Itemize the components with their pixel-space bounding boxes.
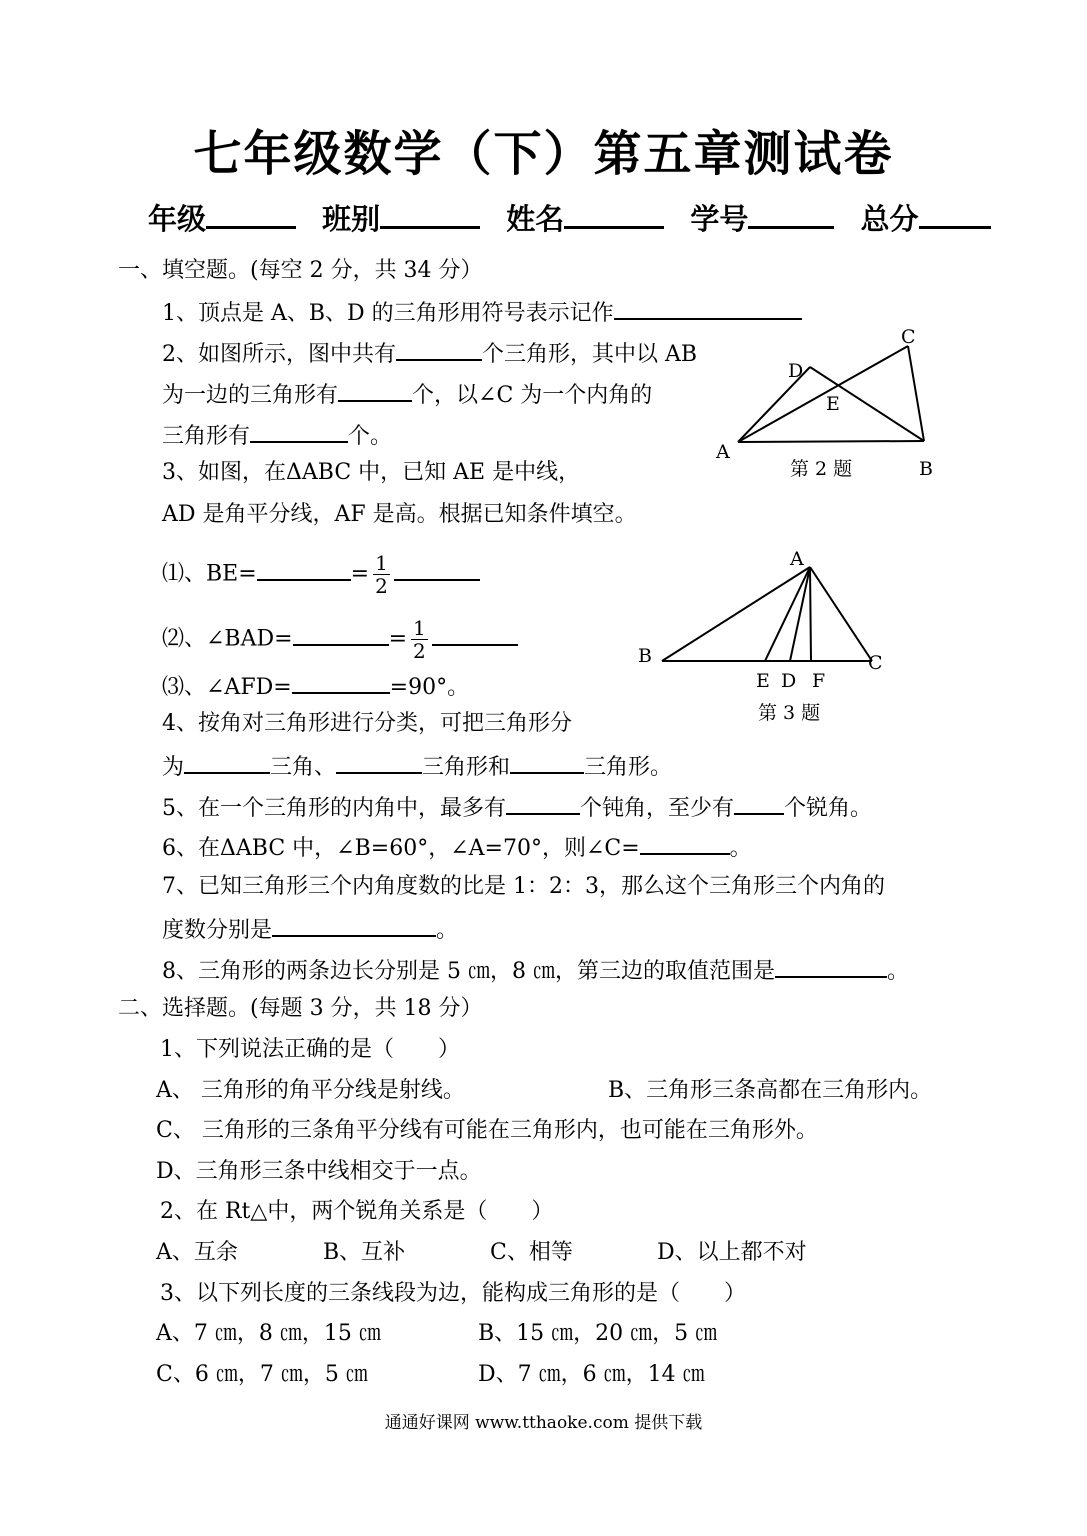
line-af <box>810 567 811 661</box>
mc2-option-b[interactable]: B、互补 <box>323 1240 406 1265</box>
fraction-denominator: 2 <box>413 639 426 663</box>
figure-q3 <box>630 545 900 725</box>
q8-text: 8、三角形的两条边长分别是 5 ㎝，8 ㎝，第三边的取值范围是 <box>162 959 775 984</box>
q1-text: 1、顶点是 A、B、D 的三角形用符号表示记作 <box>162 301 614 326</box>
section2-header: 二、选择题。(每题 3 分，共 18 分） <box>118 996 483 1021</box>
q4-text-d: 三角形和 <box>422 755 511 780</box>
fig2-label-d: D <box>788 360 804 382</box>
fig3-label-e: E <box>756 670 770 692</box>
fraction-denominator: 2 <box>375 574 388 598</box>
line-ac <box>738 346 908 442</box>
q7-text-b: 度数分别是 <box>162 918 273 943</box>
mc-question-2: 2、在 Rt△中，两个锐角关系是（ ） <box>160 1199 554 1224</box>
q7-line2 <box>162 915 458 944</box>
q2-text-e: 三角形有 <box>162 424 251 449</box>
name-label: 姓名 <box>506 202 565 236</box>
q3-2-eq: = <box>388 626 407 652</box>
half-fraction <box>373 552 390 597</box>
q8-end: 。 <box>886 959 909 984</box>
q2-text-f: 个。 <box>348 424 393 449</box>
q3-item1 <box>162 552 480 597</box>
q3-item3 <box>162 672 469 701</box>
q5-text-b: 个钝角，至少有 <box>580 796 735 821</box>
q3-line2: AD 是角平分线，AF 是高。根据已知条件填空。 <box>162 502 637 527</box>
question-8 <box>162 956 909 985</box>
q4-line1: 4、按角对三角形进行分类，可把三角形分 <box>162 711 572 736</box>
total-blank[interactable] <box>919 198 991 229</box>
q2-text-d: 个，以∠C 为一个内角的 <box>412 383 653 408</box>
q7-blank[interactable] <box>272 915 436 937</box>
page-title: 七年级数学（下）第五章测试卷 <box>193 126 894 182</box>
fig2-caption: 第 2 题 <box>790 458 853 480</box>
q6-blank[interactable] <box>640 833 730 855</box>
number-label: 学号 <box>690 202 749 236</box>
q6-text: 6、在ΔABC 中，∠B=60°，∠A=70°，则∠C= <box>162 836 640 861</box>
number-blank[interactable] <box>748 198 834 229</box>
q1-blank[interactable] <box>614 298 802 320</box>
q2-text-b: 个三角形，其中以 AB <box>482 342 698 367</box>
mc2-option-c[interactable]: C、相等 <box>490 1240 573 1265</box>
question-6 <box>162 833 752 862</box>
q2-text-a: 2、如图所示，图中共有 <box>162 342 396 367</box>
q3-1-blank-1[interactable] <box>257 559 351 581</box>
q2-blank-3[interactable] <box>250 421 348 443</box>
q3-1-blank-2[interactable] <box>394 559 480 581</box>
fig3-label-f: F <box>812 670 826 692</box>
name-blank[interactable] <box>564 198 664 229</box>
footer-credit: 通通好课网 www.tthaoke.com 提供下载 <box>384 1413 703 1433</box>
q3-2-blank-2[interactable] <box>432 624 518 646</box>
fig3-label-d: D <box>781 670 797 692</box>
fig3-label-b: B <box>638 645 652 667</box>
question-2-line1 <box>162 339 697 368</box>
q5-text-c: 个锐角。 <box>784 796 873 821</box>
half-fraction <box>411 617 428 662</box>
q6-end: 。 <box>729 836 752 861</box>
q3-1-text: ⑴、BE= <box>162 561 257 587</box>
q4-text-c: 三角、 <box>270 755 337 780</box>
fig3-caption: 第 3 题 <box>758 702 821 724</box>
q4-blank-2[interactable] <box>336 752 422 774</box>
mc3-option-a[interactable]: A、7 ㎝，8 ㎝，15 ㎝ <box>156 1321 381 1346</box>
mc2-option-d[interactable]: D、以上都不对 <box>657 1240 807 1265</box>
q3-2-blank-1[interactable] <box>293 624 389 646</box>
fraction-numerator: 1 <box>375 551 388 575</box>
q7-text-c: 。 <box>436 918 459 943</box>
q8-blank[interactable] <box>775 956 887 978</box>
fig2-label-a: A <box>716 441 730 463</box>
mc2-option-a[interactable]: A、互余 <box>156 1240 238 1265</box>
q4-blank-3[interactable] <box>510 752 584 774</box>
mc3-option-b[interactable]: B、15 ㎝，20 ㎝，5 ㎝ <box>478 1321 718 1346</box>
grade-label: 年级 <box>148 202 207 236</box>
fig3-label-c: C <box>868 652 883 674</box>
mc1-option-b[interactable]: B、三角形三条高都在三角形内。 <box>608 1078 933 1103</box>
fraction-numerator: 1 <box>413 616 426 640</box>
fig3-label-a: A <box>790 548 804 570</box>
line-ab <box>738 441 924 442</box>
mc1-option-a[interactable]: A、 三角形的角平分线是射线。 <box>156 1078 465 1103</box>
mc1-option-c[interactable]: C、 三角形的三条角平分线有可能在三角形内，也可能在三角形外。 <box>156 1118 818 1143</box>
fig2-label-c: C <box>901 326 916 348</box>
q5-blank-1[interactable] <box>506 793 580 815</box>
q3-3-text: ⑶、∠AFD= <box>162 675 292 700</box>
q5-text-a: 5、在一个三角形的内角中，最多有 <box>162 796 506 821</box>
mc3-option-c[interactable]: C、6 ㎝，7 ㎝，5 ㎝ <box>156 1362 368 1387</box>
q5-blank-2[interactable] <box>734 793 784 815</box>
mc-question-1: 1、下列说法正确的是（ ） <box>160 1037 460 1062</box>
total-label: 总分 <box>860 202 919 236</box>
fig2-label-b: B <box>919 458 933 480</box>
q4-blank-1[interactable] <box>184 752 270 774</box>
q4-line2 <box>162 752 672 781</box>
class-blank[interactable] <box>380 198 480 229</box>
class-label: 班别 <box>322 202 381 236</box>
grade-blank[interactable] <box>206 198 296 229</box>
line-ad <box>790 567 810 661</box>
q3-1-eq: = <box>350 561 370 587</box>
q2-text-c: 为一边的三角形有 <box>162 383 339 408</box>
q4-text-e: 三角形。 <box>584 755 673 780</box>
section1-header: 一、填空题。(每空 2 分，共 34 分） <box>118 258 483 283</box>
question-5 <box>162 793 872 822</box>
student-info-row <box>148 198 991 237</box>
q3-3-eq90: =90°。 <box>389 675 470 700</box>
mc1-option-d[interactable]: D、三角形三条中线相交于一点。 <box>156 1159 482 1184</box>
fig2-label-e: E <box>826 393 840 415</box>
line-ac <box>810 567 872 661</box>
q2-blank-1[interactable] <box>396 339 482 361</box>
q3-line1: 3、如图，在ΔABC 中，已知 AE 是中线， <box>162 460 581 485</box>
question-2-line2 <box>162 380 652 409</box>
q7-line1: 7、已知三角形三个内角度数的比是 1：2：3，那么这个三角形三个内角的 <box>162 874 885 899</box>
q4-text-b: 为 <box>162 755 185 780</box>
q3-item2 <box>162 617 518 662</box>
question-2-line3 <box>162 421 392 450</box>
figure-q2 <box>700 320 960 485</box>
mc3-option-d[interactable]: D、7 ㎝，6 ㎝，14 ㎝ <box>478 1362 705 1387</box>
q3-3-blank[interactable] <box>292 672 390 694</box>
mc-question-3: 3、以下列长度的三条线段为边，能构成三角形的是（ ） <box>160 1281 746 1306</box>
line-cb <box>908 346 924 441</box>
q3-2-text: ⑵、∠BAD= <box>162 626 293 652</box>
q2-blank-2[interactable] <box>338 380 412 402</box>
